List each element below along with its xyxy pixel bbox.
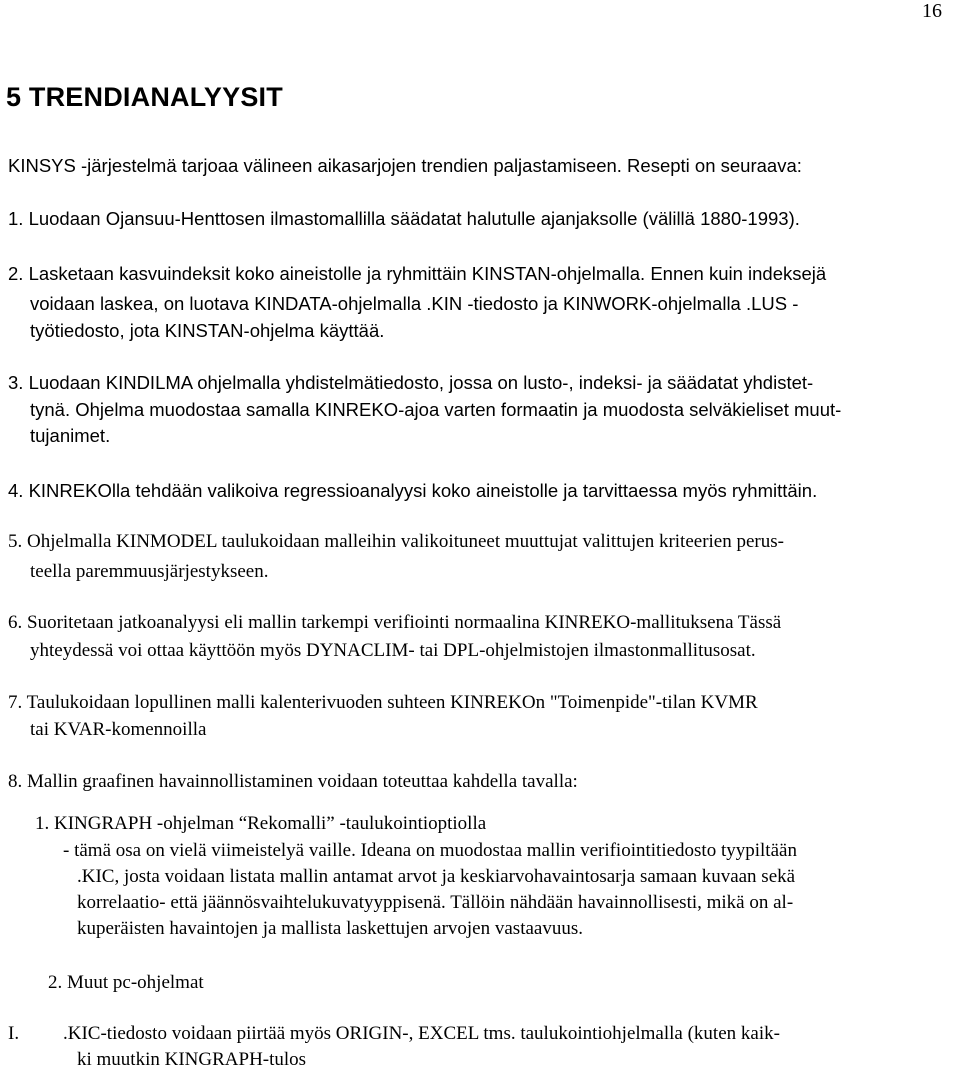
step-5-line-1: 5. Ohjelmalla KINMODEL taulukoidaan malleihin valikoituneet muuttujat valittujen kriteerien perus-: [8, 531, 784, 552]
step-2-line-1: 2. Lasketaan kasvuindeksit koko aineistolle ja ryhmittäin KINSTAN-ohjelmalla. Ennen kuin indeksejä: [8, 263, 827, 284]
step-1: 1. Luodaan Ojansuu-Henttosen ilmastomallilla säädatat halutulle ajanjaksolle (välillä 1880-1993).: [8, 208, 800, 229]
sub-option-1-line-1: 1. KINGRAPH -ohjelman “Rekomalli” -taulukointioptiolla: [35, 813, 487, 834]
step-3-line-1: 3. Luodaan KINDILMA ohjelmalla yhdistelmätiedosto, jossa on lusto-, indeksi- ja säädatat yhdistet-: [8, 372, 814, 393]
roman-marker: I.: [8, 1023, 20, 1044]
step-6-line-2: yhteydessä voi ottaa käyttöön myös DYNACLIM- tai DPL-ohjelmistojen ilmastonmallitusosat.: [30, 640, 756, 661]
sub-option-2: 2. Muut pc-ohjelmat: [48, 972, 204, 993]
step-2-line-3: työtiedosto, jota KINSTAN-ohjelma käyttää.: [30, 320, 385, 341]
sub-option-1-line-4: korrelaatio- että jäännösvaihtelukuvatyyppisenä. Tällöin nähdään havainnollisesti, mikä on al-: [77, 892, 794, 913]
roman-item-line-2: ki muutkin KINGRAPH-tulos: [77, 1049, 307, 1070]
intro-text: KINSYS -järjestelmä tarjoaa välineen aikasarjojen trendien paljastamiseen. Resepti on seuraava:: [8, 155, 802, 176]
step-7-line-2: tai KVAR-komennoilla: [30, 719, 207, 740]
step-4: 4. KINREKOlla tehdään valikoiva regressioanalyysi koko aineistolle ja tarvittaessa myös ryhmittäin.: [8, 480, 818, 501]
step-8: 8. Mallin graafinen havainnollistaminen voidaan toteuttaa kahdella tavalla:: [8, 771, 578, 792]
sub-option-1-line-2: - tämä osa on vielä viimeistelyä vaille. Ideana on muodostaa mallin verifiointitiedosto tyypiltään: [63, 840, 797, 861]
page-number: 16: [922, 0, 942, 22]
step-3-line-2: tynä. Ohjelma muodostaa samalla KINREKO-ajoa varten formaatin ja muodosta selväkieliset muut-: [30, 399, 842, 420]
step-6-line-1: 6. Suoritetaan jatkoanalyysi eli mallin tarkempi verifiointi normaalina KINREKO-mallituksena Tässä: [8, 612, 782, 633]
sub-option-1-line-5: kuperäisten havaintojen ja mallista laskettujen arvojen vastaavuus.: [77, 918, 583, 939]
section-heading: 5 TRENDIANALYYSIT: [6, 82, 283, 112]
step-7-line-1: 7. Taulukoidaan lopullinen malli kalenterivuoden suhteen KINREKOn "Toimenpide"-tilan KVMR: [8, 692, 758, 713]
step-5-line-2: teella paremmuusjärjestykseen.: [30, 561, 269, 582]
step-2-line-2: voidaan laskea, on luotava KINDATA-ohjelmalla .KIN -tiedosto ja KINWORK-ohjelmalla .LUS -: [30, 293, 799, 314]
sub-option-1-line-3: .KIC, josta voidaan listata mallin antamat arvot ja keskiarvohavaintosarja samaan kuvaan sekä: [77, 866, 796, 887]
step-3-line-3: tujanimet.: [30, 425, 111, 446]
roman-item-line-1: .KIC-tiedosto voidaan piirtää myös ORIGIN-, EXCEL tms. taulukointiohjelmalla (kuten kaik-: [63, 1023, 780, 1044]
